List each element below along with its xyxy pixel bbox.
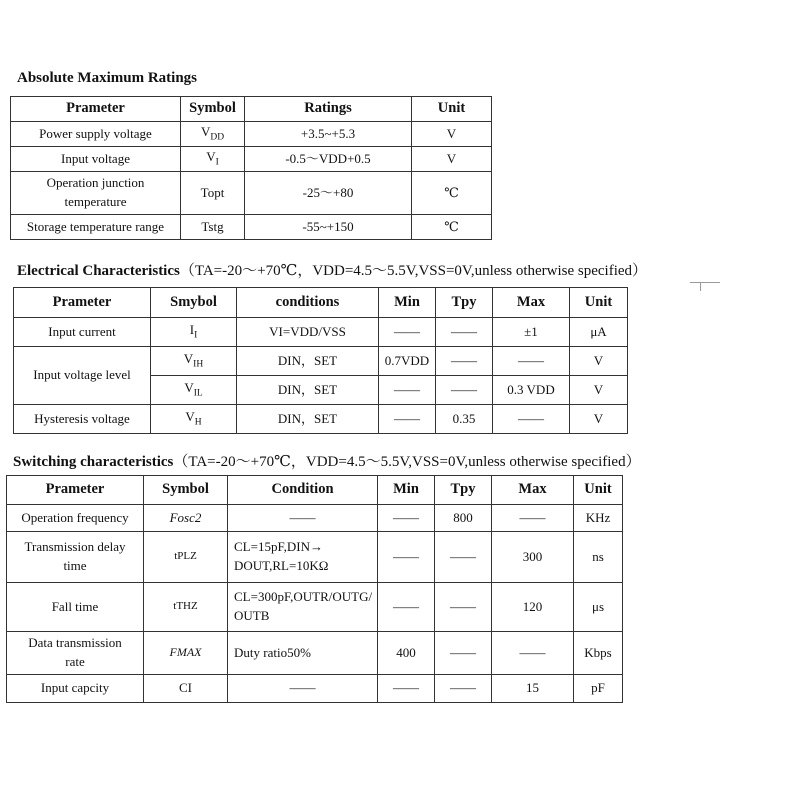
t1-unit: ℃ bbox=[412, 172, 492, 215]
t2-param: Hysteresis voltage bbox=[14, 405, 151, 434]
t2-min: —— bbox=[379, 376, 436, 405]
t2-condition: VI=VDD/VSS bbox=[237, 318, 379, 347]
t3-param: Data transmission rate bbox=[7, 632, 144, 675]
t1-unit: ℃ bbox=[412, 215, 492, 240]
t3-condition: —— bbox=[228, 505, 378, 532]
t3-min: —— bbox=[378, 532, 435, 583]
table-row bbox=[14, 318, 628, 347]
t2-header: Max bbox=[493, 288, 570, 318]
t3-min: —— bbox=[378, 583, 435, 632]
t2-unit: V bbox=[570, 405, 628, 434]
t3-max: —— bbox=[492, 505, 574, 532]
table-row bbox=[14, 347, 628, 376]
electrical-characteristics-table bbox=[13, 287, 628, 434]
t3-typ: —— bbox=[435, 583, 492, 632]
t3-param: Operation frequency bbox=[7, 505, 144, 532]
t2-symbol: $V_H$ bbox=[151, 405, 237, 434]
t2-typ: —— bbox=[436, 347, 493, 376]
t3-param: Input capcity bbox=[7, 675, 144, 703]
table-row bbox=[7, 675, 623, 703]
t3-param: Transmission delay time bbox=[7, 532, 144, 583]
t3-symbol: Fosc2 bbox=[144, 505, 228, 532]
t2-min: 0.7VDD bbox=[379, 347, 436, 376]
t2-header: Prameter bbox=[14, 288, 151, 318]
t2-condition: DIN，SET bbox=[237, 347, 379, 376]
table-row bbox=[7, 505, 623, 532]
absolute-max-ratings-table bbox=[10, 96, 492, 240]
t3-min: —— bbox=[378, 505, 435, 532]
table-row bbox=[11, 147, 492, 172]
t3-symbol: CI bbox=[144, 675, 228, 703]
t3-symbol: tPLZ bbox=[144, 532, 228, 583]
t2-min: —— bbox=[379, 318, 436, 347]
table-row bbox=[14, 405, 628, 434]
t3-condition: CL=15pF,DIN→ DOUT,RL=10KΩ bbox=[228, 532, 378, 583]
t2-header: Tpy bbox=[436, 288, 493, 318]
table-row bbox=[11, 215, 492, 240]
t3-header: Prameter bbox=[7, 476, 144, 505]
t3-typ: —— bbox=[435, 632, 492, 675]
t2-header: Min bbox=[379, 288, 436, 318]
t3-header: Max bbox=[492, 476, 574, 505]
t2-condition: DIN，SET bbox=[237, 376, 379, 405]
t2-symbol: $I_I$ bbox=[151, 318, 237, 347]
t3-conditions: （TA=-20～+70℃，VDD=4.5～5.5V,VSS=0V,unless otherwise specified） bbox=[173, 454, 641, 470]
t3-param: Fall time bbox=[7, 583, 144, 632]
t2-typ: —— bbox=[436, 318, 493, 347]
t2-symbol: $V_{IL}$ bbox=[151, 376, 237, 405]
t3-title: Switching characteristics（TA=-20～+70℃，VDD=4.5～5.5V,VSS=0V,unless otherwise specified） bbox=[13, 454, 641, 470]
t1-header: Prameter bbox=[11, 97, 181, 122]
t1-symbol: $V_I$ bbox=[181, 147, 245, 172]
t2-title: Electrical Characteristics（TA=-20～+70℃，VDD=4.5～5.5V,VSS=0V,unless otherwise specified） bbox=[17, 263, 648, 279]
t1-rating: -25～+80 bbox=[245, 172, 412, 215]
t3-symbol: FMAX bbox=[144, 632, 228, 675]
t1-unit: V bbox=[412, 147, 492, 172]
t2-header: Smybol bbox=[151, 288, 237, 318]
t2-max: ±1 bbox=[493, 318, 570, 347]
t3-header: Min bbox=[378, 476, 435, 505]
t3-min: 400 bbox=[378, 632, 435, 675]
t2-symbol: $V_{IH}$ bbox=[151, 347, 237, 376]
t2-max: 0.3 VDD bbox=[493, 376, 570, 405]
t1-rating: +3.5~+5.3 bbox=[245, 122, 412, 147]
t2-typ: 0.35 bbox=[436, 405, 493, 434]
t1-header: Unit bbox=[412, 97, 492, 122]
switching-characteristics-table bbox=[6, 475, 623, 703]
t2-min: —— bbox=[379, 405, 436, 434]
t1-header: Symbol bbox=[181, 97, 245, 122]
t2-unit: V bbox=[570, 376, 628, 405]
t3-typ: 800 bbox=[435, 505, 492, 532]
t2-max: —— bbox=[493, 405, 570, 434]
t1-rating: -0.5～VDD+0.5 bbox=[245, 147, 412, 172]
t2-typ: —— bbox=[436, 376, 493, 405]
t3-unit: KHz bbox=[574, 505, 623, 532]
t2-conditions: （TA=-20～+70℃，VDD=4.5～5.5V,VSS=0V,unless otherwise specified） bbox=[179, 263, 648, 279]
t2-max: —— bbox=[493, 347, 570, 376]
t1-unit: V bbox=[412, 122, 492, 147]
t3-symbol: tTHZ bbox=[144, 583, 228, 632]
t3-max: 120 bbox=[492, 583, 574, 632]
t3-max: 300 bbox=[492, 532, 574, 583]
t3-unit: pF bbox=[574, 675, 623, 703]
t2-header: Unit bbox=[570, 288, 628, 318]
t3-header: Unit bbox=[574, 476, 623, 505]
t2-unit: μA bbox=[570, 318, 628, 347]
t1-param: Input voltage bbox=[11, 147, 181, 172]
table-row bbox=[11, 172, 492, 215]
t3-header: Symbol bbox=[144, 476, 228, 505]
t3-condition: Duty ratio50% bbox=[228, 632, 378, 675]
table-row bbox=[11, 122, 492, 147]
t1-symbol: Tstg bbox=[181, 215, 245, 240]
t1-rating: -55~+150 bbox=[245, 215, 412, 240]
t1-symbol: Topt bbox=[181, 172, 245, 215]
t2-unit: V bbox=[570, 347, 628, 376]
t3-condition: CL=300pF,OUTR/OUTG/OUTB bbox=[228, 583, 378, 632]
t1-param: Operation junction temperature bbox=[11, 172, 181, 215]
t2-param: Input current bbox=[14, 318, 151, 347]
layout-corner-mark bbox=[700, 282, 720, 291]
t3-max: —— bbox=[492, 632, 574, 675]
t2-header: conditions bbox=[237, 288, 379, 318]
t3-min: —— bbox=[378, 675, 435, 703]
table-row bbox=[7, 532, 623, 583]
t3-condition: —— bbox=[228, 675, 378, 703]
t3-typ: —— bbox=[435, 675, 492, 703]
t3-unit: μs bbox=[574, 583, 623, 632]
t2-param: Input voltage level bbox=[14, 347, 151, 405]
t1-symbol: $V_{DD}$ bbox=[181, 122, 245, 147]
t1-title: Absolute Maximum Ratings bbox=[17, 70, 198, 86]
t3-unit: ns bbox=[574, 532, 623, 583]
table-row bbox=[7, 583, 623, 632]
t2-condition: DIN，SET bbox=[237, 405, 379, 434]
t3-typ: —— bbox=[435, 532, 492, 583]
t1-param: Storage temperature range bbox=[11, 215, 181, 240]
t3-unit: Kbps bbox=[574, 632, 623, 675]
t3-max: 15 bbox=[492, 675, 574, 703]
table-row bbox=[7, 632, 623, 675]
t1-param: Power supply voltage bbox=[11, 122, 181, 147]
t3-header: Tpy bbox=[435, 476, 492, 505]
t3-header: Condition bbox=[228, 476, 378, 505]
t1-header: Ratings bbox=[245, 97, 412, 122]
